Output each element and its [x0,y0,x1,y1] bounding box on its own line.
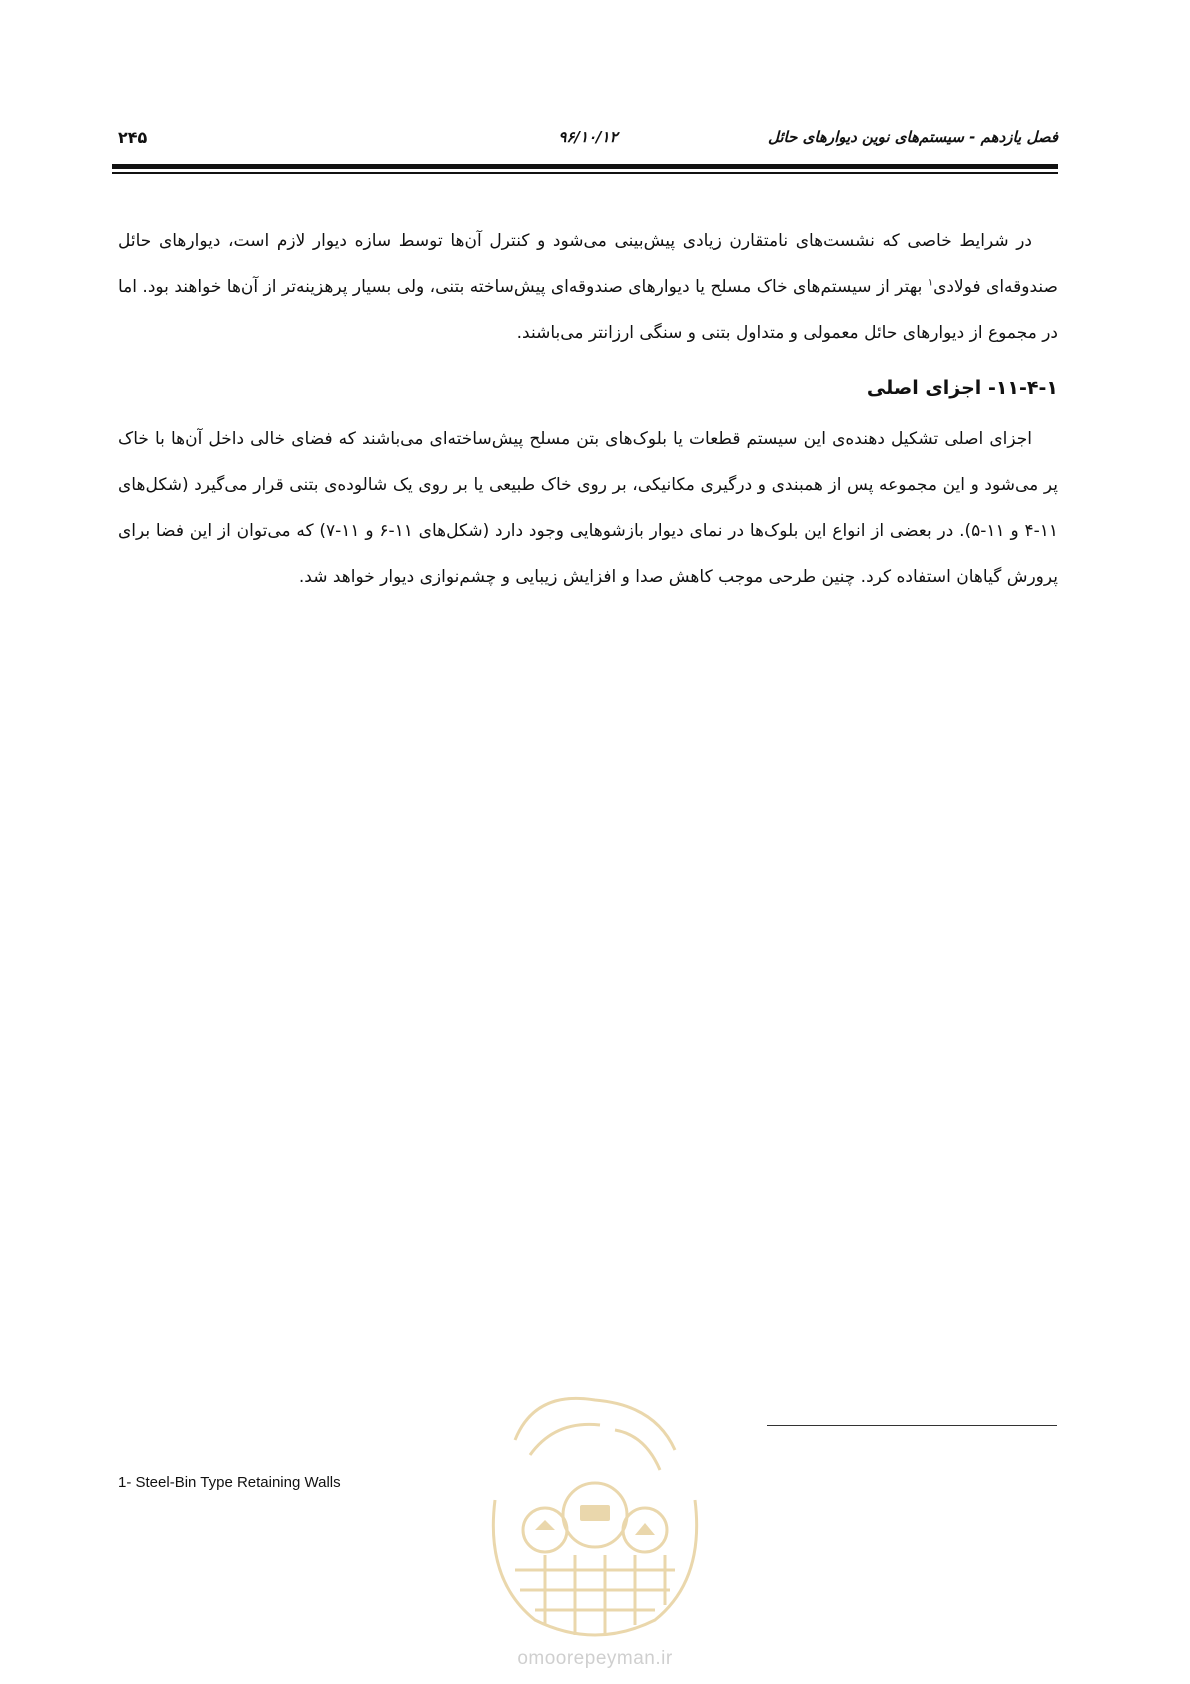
body-text [118,218,1058,600]
page-number: ۲۴۵ [118,128,148,147]
paragraph-1-continuation: بهتر از سیستم‌های خاک مسلح یا دیوارهای صندوقه‌ای پیش‌ساخته بتنی، ولی بسیار پرهزینه‌تر از آن‌ها خواهند بود. اما در مجموع از دیوارهای حائل معمولی و متداول بتنی و سنگی ارزانتر می‌باشند. [118,277,1058,343]
running-header [118,128,1058,156]
paragraph: اجزای اصلی تشکیل دهنده‌ی این سیستم قطعات یا بلوک‌های بتن مسلح پیش‌ساخته‌ای می‌باشند که فضای خالی داخل آن‌ها با خاک پر می‌شود و این مجموعه پس از همبندی و درگیری مکانیکی، بر روی خاک طبیعی یا بر روی یک شالوده‌ی بتنی قرار می‌گیرد (شکل‌های ۱۱-۴ و ۱۱-۵). در بعضی از انواع این بلوک‌ها در نمای دیوار بازشوهایی وجود دارد (شکل‌های ۱۱-۶ و ۱۱-۷) که می‌توان از این فضا برای پرورش گیاهان استفاده کرد. چنین طرحی موجب کاهش صدا و افزایش زیبایی و چشم‌نوازی دیوار خواهد شد. [118,429,1058,587]
footnote-separator [767,1425,1057,1426]
watermark-logo [475,1380,715,1680]
section-heading: ۱۱-۴-۱- اجزای اصلی [866,377,1058,399]
watermark-domain: omoorepeyman.ir [517,1648,673,1669]
header-date: ۹۶/۱۰/۱۲ [558,128,618,146]
chapter-title: فصل یازدهم - سیستم‌های نوین دیوارهای حائل [768,128,1058,146]
footnote: 1- Steel-Bin Type Retaining Walls [118,1474,341,1491]
header-rule-thick [112,164,1058,169]
footnote-reference: ۱ [927,277,934,289]
paragraph [118,218,1058,356]
watermark-emblem-icon [475,1380,715,1640]
paragraph-1-text: در شرایط خاصی که نشست‌های نامتقارن زیادی پیش‌بینی می‌شود و کنترل آن‌ها توسط سازه دیوار لازم است، دیوارهای حائل صندوقه‌ای فولادی [118,231,1058,297]
header-rule-thin [112,172,1058,174]
